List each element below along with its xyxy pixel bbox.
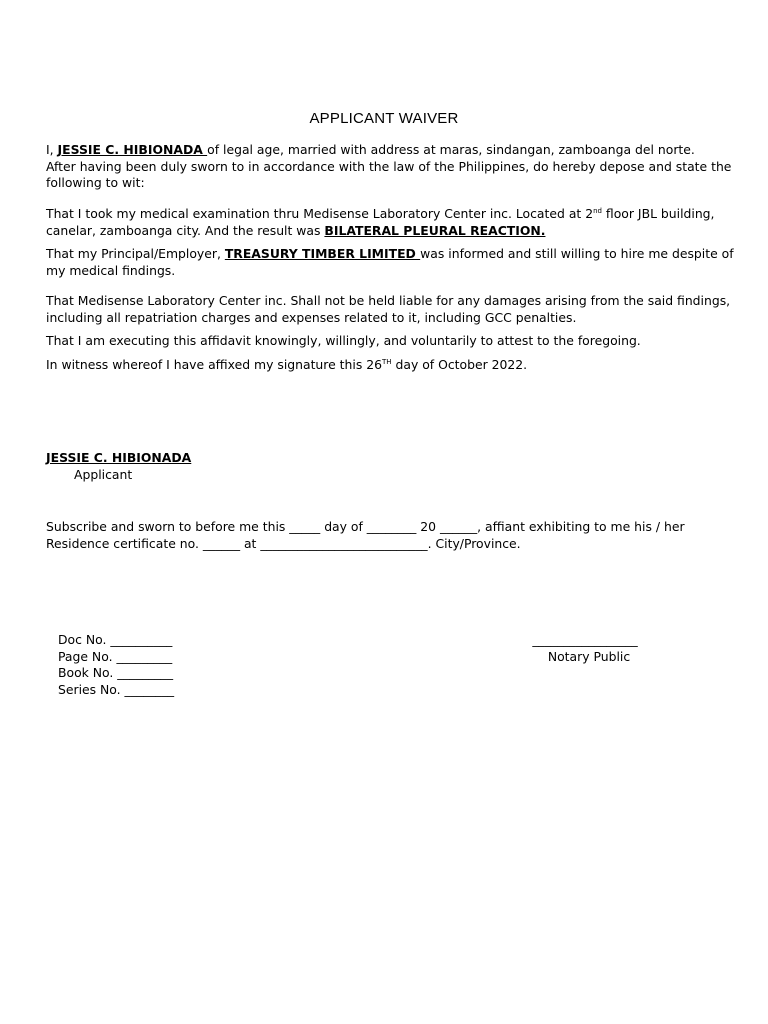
series-number: Series No. ________: [58, 681, 175, 697]
employer-paragraph: [46, 246, 736, 279]
signature-name: JESSIE C. HIBIONADA: [46, 450, 192, 465]
notary-label: Notary Public: [547, 649, 631, 664]
notary-signature-line: _________________: [532, 632, 638, 647]
witness-text-post: day of October 2022.: [391, 357, 528, 372]
document-title: APPLICANT WAIVER: [309, 110, 459, 127]
witness-text-pre: In witness whereof I have affixed my signature this 26: [46, 357, 382, 372]
medical-exam-paragraph: [46, 206, 736, 239]
doc-number: Doc No. __________: [58, 632, 173, 647]
page-number: Page No. _________: [58, 648, 173, 664]
signature-block: [46, 450, 736, 483]
intro-suffix: of legal age, married with address at maras, sindangan, zamboanga del norte.: [207, 142, 695, 157]
docket-block: [58, 632, 174, 698]
affidavit-paragraph: That I am executing this affidavit knowingly, willingly, and voluntarily to attest to the foregoing.: [46, 333, 641, 348]
book-number: Book No. _________: [58, 665, 174, 680]
employer-name: TREASURY TIMBER LIMITED: [224, 246, 421, 261]
exam-text-pre: That I took my medical examination thru Medisense Laboratory Center inc. Located at 2: [46, 206, 594, 221]
employer-text-pre: That my Principal/Employer,: [46, 246, 225, 261]
signature-role: Applicant: [74, 466, 133, 482]
subscribe-line-1: Subscribe and sworn to before me this _____ day of ________ 20 ______, affiant exhibiting to me his / her: [46, 519, 685, 534]
subscribe-paragraph: [46, 519, 736, 552]
applicant-name: JESSIE C. HIBIONADA: [57, 142, 208, 157]
exam-result: BILATERAL PLEURAL REACTION.: [324, 222, 546, 238]
intro-prefix: I,: [46, 142, 58, 157]
liability-paragraph: That Medisense Laboratory Center inc. Shall not be held liable for any damages arising from the said findings, including all repatriation charges and expenses related to it, including GCC penalties.: [46, 293, 731, 325]
day-ordinal: TH: [382, 358, 392, 366]
intro-paragraph: [46, 142, 736, 192]
witness-paragraph: [46, 357, 736, 374]
employer-text-post: was informed and still willing to hire me despite of my medical findings.: [46, 246, 734, 278]
floor-ordinal: nd: [593, 207, 602, 215]
subscribe-line-2: Residence certificate no. ______ at ___________________________. City/Province.: [46, 535, 521, 551]
exam-text-post: floor JBL building, canelar, zamboanga city. And the result was: [46, 206, 715, 238]
intro-oath: After having been duly sworn to in accordance with the law of the Philippines, do hereby depose and state the following to wit:: [46, 158, 732, 190]
